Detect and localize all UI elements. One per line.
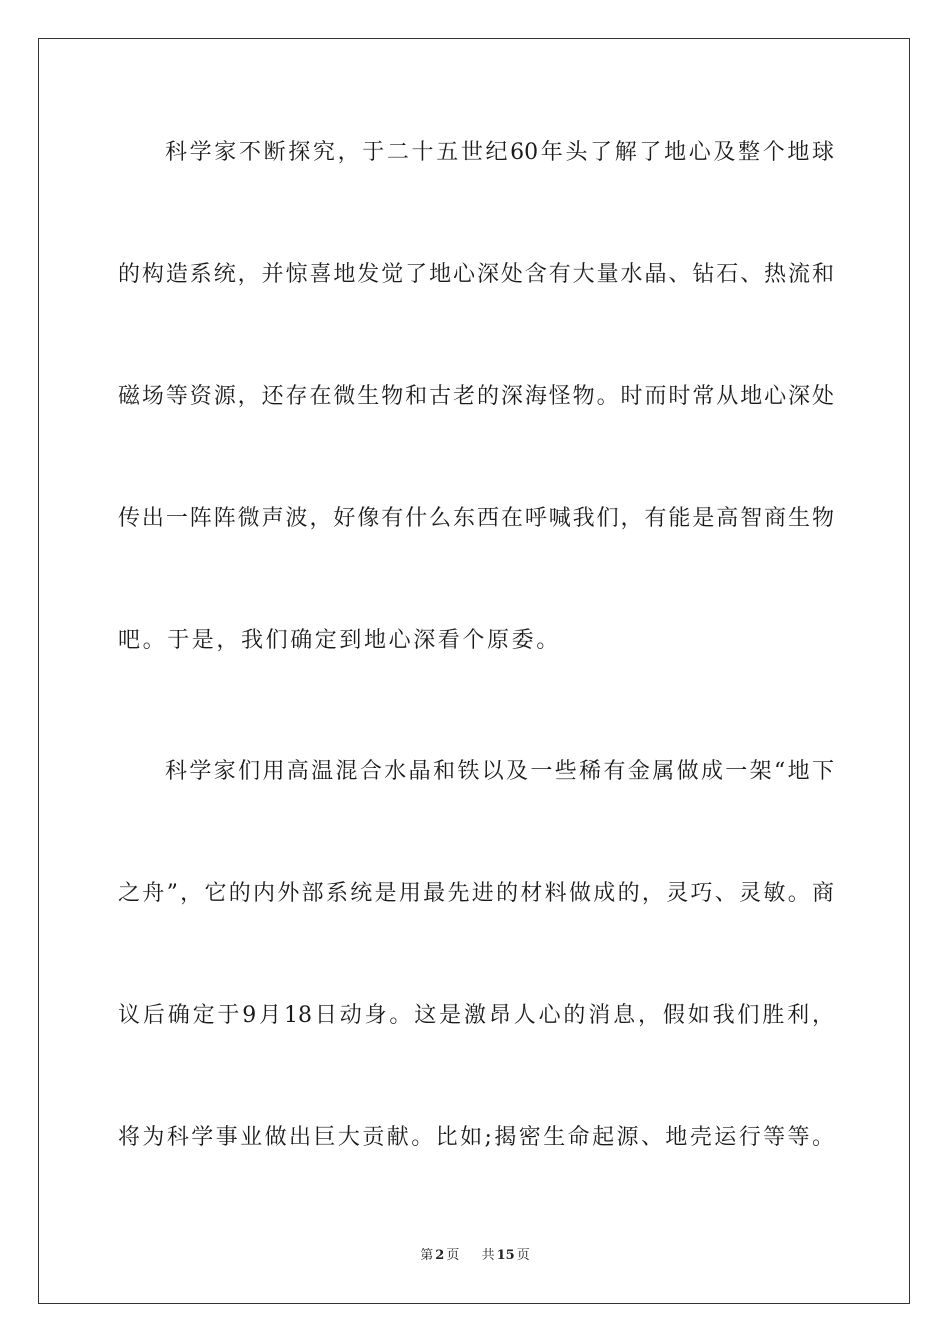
page-footer (0, 1247, 950, 1265)
paragraph-2-line-2: 之舟”，它的内外部系统是用最先进的材料做成的，灵巧、灵敏。商 (118, 881, 834, 906)
paragraph-1-line-1: 科学家不断探究，于二十五世纪60年头了解了地心及整个地球 (165, 140, 834, 165)
paragraph-2-line-3: 议后确定于9月18日动身。这是激昂人心的消息，假如我们胜利， (118, 1003, 834, 1028)
paragraph-1-line-4: 传出一阵阵微声波，好像有什么东西在呼喊我们，有能是高智商生物 (118, 506, 834, 531)
total-prefix: 共 (481, 1248, 495, 1263)
paragraph-1-line-2: 的构造系统，并惊喜地发觉了地心深处含有大量水晶、钻石、热流和 (118, 262, 834, 287)
page-number: 2 (435, 1248, 445, 1263)
total-suffix: 页 (516, 1248, 530, 1263)
paragraph-2-line-1: 科学家们用高温混合水晶和铁以及一些稀有金属做成一架“地下 (165, 759, 834, 784)
page-border (38, 38, 910, 1304)
paragraph-2-line-4: 将为科学事业做出巨大贡献。比如;揭密生命起源、地壳运行等等。 (118, 1125, 834, 1150)
page-prefix: 第 (420, 1248, 434, 1263)
page-label (420, 1248, 463, 1263)
paragraph-1-line-3: 磁场等资源，还存在微生物和古老的深海怪物。时而时常从地心深处 (118, 384, 834, 409)
total-label (482, 1248, 530, 1263)
page-suffix: 页 (446, 1248, 460, 1263)
paragraph-1-line-5: 吧。于是，我们确定到地心深看个原委。 (118, 628, 561, 653)
total-pages: 15 (496, 1248, 515, 1263)
